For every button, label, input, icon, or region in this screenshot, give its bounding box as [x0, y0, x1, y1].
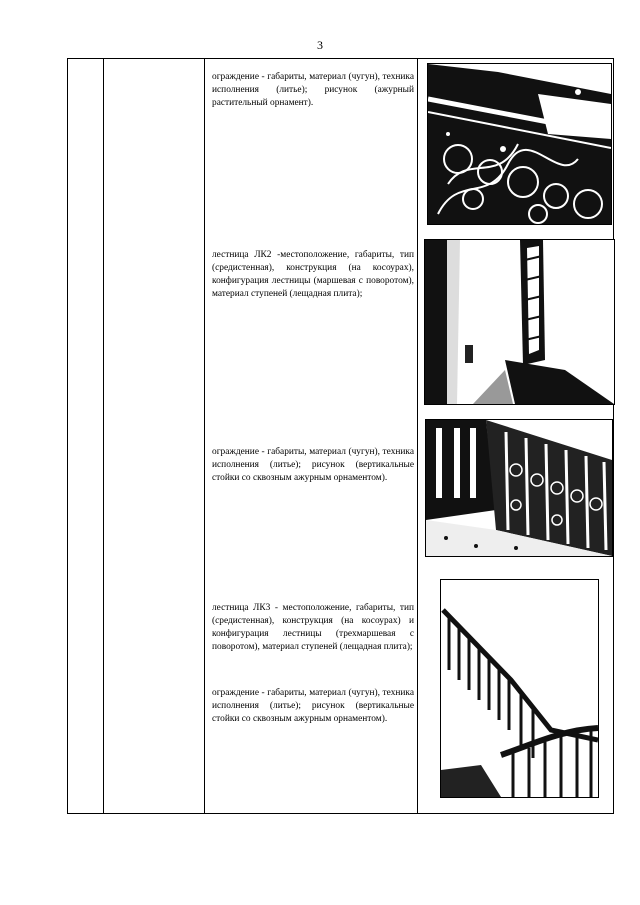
photo-railing-vertical-posts [425, 419, 613, 557]
index-cell [68, 59, 104, 814]
railing-vertical-posts-image [426, 420, 612, 556]
description-railing-3: ограждение - габариты, материал (чугун), техника исполнения (литье); рисунок (вертикальные стойки со сквозным ажурным орнаментом). [212, 688, 414, 724]
object-cell [104, 59, 205, 814]
staircase-lk3-image [441, 580, 598, 797]
photo-ornamental-railing [427, 63, 612, 225]
description-staircase-lk2: лестница ЛК2 -местоположение, габариты, тип (средистенная), конструкция (на косоурах), конфигурация лестницы (маршевая с поворотом), материал ступеней (лещадная плита); [212, 250, 414, 299]
description-railing-1: ограждение - габариты, материал (чугун), техника исполнения (литье); рисунок (ажурный растительный орнамент). [212, 72, 414, 108]
photo-staircase-lk2 [424, 239, 615, 405]
photo-cell [418, 59, 614, 814]
staircase-lk2-image [425, 240, 614, 404]
description-staircase-lk3: лестница ЛК3 - местоположение, габариты, тип (средистенная), конструкция (на косоурах) и конфигурация лестницы (трехмаршевая с поворотом), материал ступеней (лещадная плита); [212, 603, 414, 652]
description-railing-2: ограждение - габариты, материал (чугун), техника исполнения (литье); рисунок (вертикальные стойки со сквозным ажурным орнаментом). [212, 447, 414, 483]
table-row [68, 59, 614, 814]
description-table [67, 58, 614, 814]
photo-staircase-lk3 [440, 579, 599, 798]
description-cell [205, 59, 418, 814]
page-number: 3 [317, 38, 323, 52]
ornamental-railing-image [428, 64, 611, 224]
